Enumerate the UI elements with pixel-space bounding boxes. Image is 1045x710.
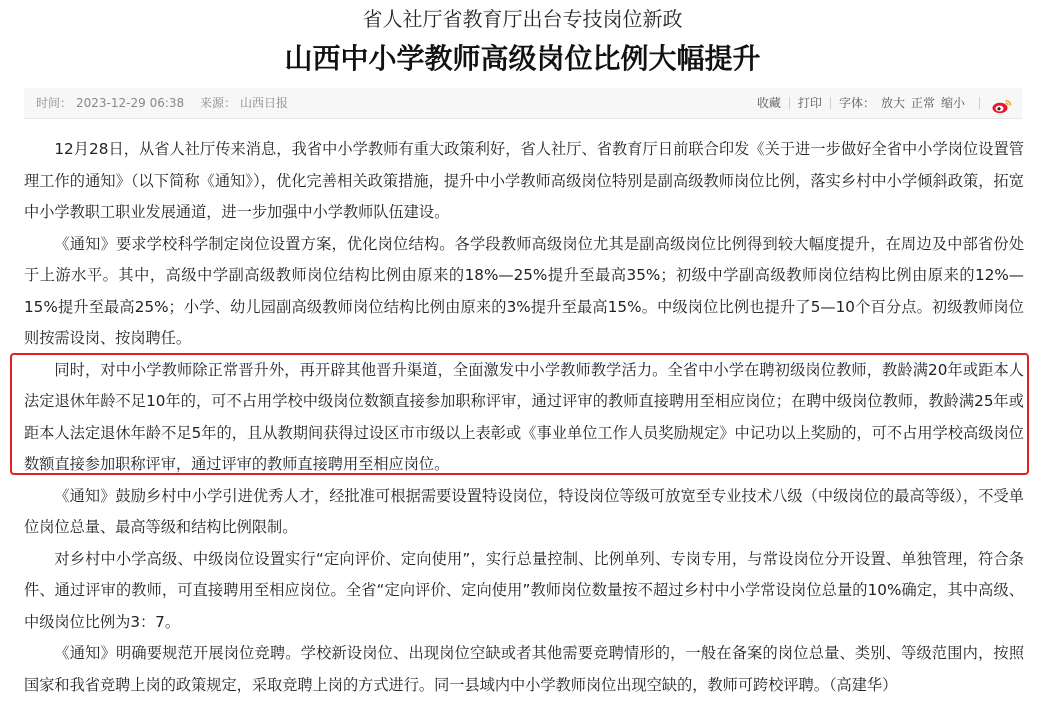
tool-divider xyxy=(789,97,790,109)
article-paragraph: 《通知》鼓励乡村中小学引进优秀人才，经批准可根据需要设置特设岗位，特设岗位等级可放宽至专业技术八级（中级岗位的最高等级），不受单位岗位总量、最高等级和结构比例限制。 xyxy=(24,486,1024,536)
weibo-icon[interactable] xyxy=(992,95,1012,111)
article-subtitle: 省人社厅省教育厅出台专技岗位新政 xyxy=(362,7,683,31)
article-paragraph: 12月28日，从省人社厅传来消息，我省中小学教师有重大政策利好，省人社厅、省教育厅日前联合印发《关于进一步做好全省中小学岗位设置管理工作的通知》（以下简称《通知》），优化完善相关政策措施，提升中小学教师高级岗位特别是副高级教师岗位比例，落实乡村中小学倾斜政策，拓宽中小学教职工职业发展通道，进一步加强中小学教师队伍建设。 xyxy=(24,140,1024,221)
tool-divider xyxy=(979,97,980,109)
article-title: 山西中小学教师高级岗位比例大幅提升 xyxy=(284,42,761,75)
favorite-button[interactable]: 收藏 xyxy=(756,96,781,110)
article-paragraph: 《通知》明确要规范开展岗位竞聘。学校新设岗位、出现岗位空缺或者其他需要竞聘情形的，一般在备案的岗位总量、类别、等级范围内，按照国家和我省竞聘上岗的政策规定，采取竞聘上岗的方式进行。同一县域内中小学教师岗位出现空缺的，教师可跨校评聘。（高建华） xyxy=(24,644,1024,694)
article-meta-bar xyxy=(24,88,1022,119)
tool-divider xyxy=(830,97,831,109)
publish-time: 2023-12-29 06:38 xyxy=(76,96,185,110)
article-paragraph: 对乡村中小学高级、中级岗位设置实行“定向评价、定向使用”，实行总量控制、比例单列、专岗专用，与常设岗位分开设置、单独管理，符合条件、通过评审的教师，可直接聘用至相应岗位。全省“定向评价、定向使用”教师岗位数量按不超过乡村中小学常设岗位总量的10%确定，其中高级、中级岗位比例为3：7。 xyxy=(24,549,1024,631)
article-tools xyxy=(757,88,1012,118)
article-body xyxy=(24,134,1024,701)
font-enlarge-button[interactable]: 放大 xyxy=(880,96,905,110)
font-size-label: 字体： xyxy=(838,96,875,110)
article-paragraph-highlighted: 同时，对中小学教师除正常晋升外，再开辟其他晋升渠道，全面激发中小学教师教学活力。全省中小学在聘初级岗位教师，教龄满20年或距本人法定退休年龄不足10年的，可不占用学校中级岗位数额直接参加职称评审，通过评审的教师直接聘用至相应岗位；在聘中级岗位教师，教龄满25年或距本人法定退休年龄不足5年的，且从教期间获得过设区市市级以上表彰或《事业单位工作人员奖励规定》中记功以上奖励的，可不占用学校高级岗位数额直接参加职称评审，通过评审的教师直接聘用至相应岗位。 xyxy=(24,360,1024,473)
font-normal-button[interactable]: 正常 xyxy=(910,96,935,110)
source-name: 山西日报 xyxy=(240,96,289,110)
article-paragraph: 《通知》要求学校科学制定岗位设置方案，优化岗位结构。各学段教师高级岗位尤其是副高级岗位比例得到较大幅度提升，在周边及中部省份处于上游水平。其中，高级中学副高级教师岗位结构比例由原来的18%—25%提升至最高35%；初级中学副高级教师岗位结构比例由原来的12%—15%提升至最高25%；小学、幼儿园副高级教师岗位结构比例由原来的3%提升至最高15%。中级岗位比例也提升了5—10个百分点。初级教师岗位则按需设岗、按岗聘任。 xyxy=(24,234,1024,347)
time-label: 时间： xyxy=(36,96,73,110)
article-meta-info xyxy=(36,88,292,118)
print-button[interactable]: 打印 xyxy=(797,96,822,110)
source-label: 来源： xyxy=(199,96,236,110)
font-shrink-button[interactable]: 缩小 xyxy=(940,96,965,110)
